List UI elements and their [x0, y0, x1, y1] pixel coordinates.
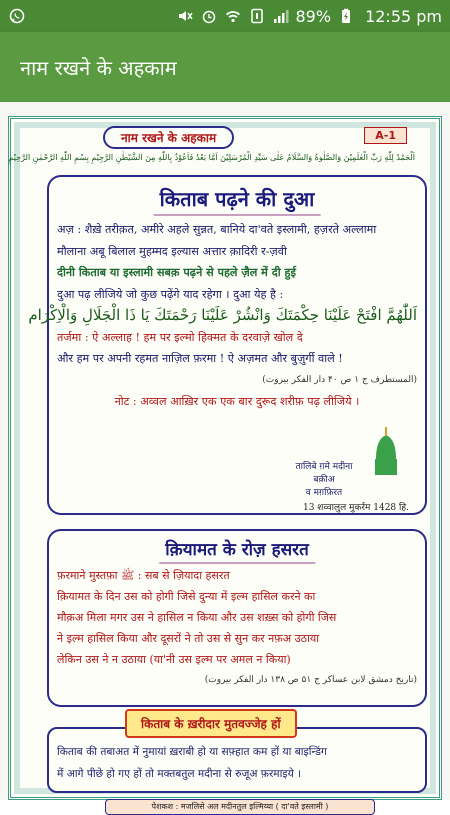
signature-line: व मग़फ़िरत	[305, 488, 343, 498]
dua-line: मौलाना अबू बिलाल मुहम्मद इल्यास अत्तार क़ादिरी र-ज़वी	[57, 244, 287, 258]
signature-date: 13 शव्वालुल मुकर्रम 1428 हि.	[302, 503, 409, 513]
dua-note: नोट : अव्वल आख़िर एक एक बार दुरूद शरीफ़ पढ़ लीजिये ।	[114, 395, 360, 408]
dua-line: दुआ पढ़ लीजिये जो कुछ पढ़ेंगे याद रहेगा । दुआ येह है :	[57, 287, 284, 301]
regret-line: मौक़अ मिला मगर उस ने हासिल न किया और उस शख़्स को होगी जिस	[57, 611, 337, 624]
buyer-line: किताब की तबाअत में नुमायां ख़राबी हो या सफ़्हात कम हों या बाइन्डिंग	[57, 746, 327, 758]
regret-text	[57, 565, 417, 691]
page-header-tag: नाम रखने के अहकाम	[103, 126, 234, 149]
battery-percent: 89%	[295, 6, 332, 26]
dua-text	[28, 219, 417, 413]
arabic-header: اَلْحَمْدُ لِلّٰهِ رَبِّ الْعٰلَمِیْنَ وَالصَّلٰوةُ وَالسَّلَامُ عَلٰی سَیِّدِ الْمُرْسَلِیْنَ اَمَّا بَعْدُ فَاَعُوْذُ بِاللّٰهِ مِنَ الشَّیْطٰنِ الرَّجِیْمِ بِسْمِ اللّٰهِ الرَّحْمٰنِ الرَّحِیْمِ	[8, 153, 415, 162]
dua-box-title: किताब पढ़ने की दुआ	[154, 185, 321, 216]
regret-line: ने इल्म हासिल किया और दूसरों ने तो उस से सुन कर नफ़अ उठाया	[57, 632, 320, 645]
mute-icon	[176, 7, 194, 25]
regret-line: क़ियामत के दिन उस को होगी जिसे दुन्या में इल्म हासिल करने का	[57, 590, 316, 603]
arabic-dua: اَللّٰهُمَّ افْتَحْ عَلَيْنَا حِكْمَتَكَ وَانْشُرْ عَلَيْنَا رَحْمَتَكَ يَا ذَا الْجَلَالِ وَالْاِكْرَام	[28, 306, 417, 324]
dua-reference: (المستطرف ج ۱ ص ۴۰ دار الفکر بیروت)	[262, 374, 417, 385]
buyer-notice-text	[57, 741, 417, 785]
buyer-line: में आगे पीछे हो गए हों तो मक्तबतुल मदीना से रुजूअ फ़रमाइये ।	[57, 768, 302, 780]
status-bar	[0, 0, 450, 32]
book-page	[8, 116, 442, 811]
signature-block	[239, 461, 409, 515]
dua-translation: तर्जमा : ऐ अल्लाह ! हम पर इल्मो हिक्मत के दरवाज़े खोल दे	[57, 330, 303, 344]
dua-line: और हम पर अपनी रहमत नाज़िल फ़रमा ! ऐ अज़मत और बुज़ुर्गी वाले !	[57, 352, 343, 365]
whatsapp-icon	[8, 7, 26, 25]
dua-box	[28, 175, 427, 515]
dua-line: दीनी किताब या इस्लामी सबक़ पढ़ने से पहले ज़ैल में दी हुई	[57, 265, 296, 279]
wifi-icon	[224, 7, 242, 25]
regret-box-title: क़ियामत के रोज़ हसरत	[159, 537, 315, 564]
page-inner	[8, 129, 425, 811]
buyer-notice-label: किताब के ख़रीदार मुतवज्जेह हों	[125, 709, 297, 738]
app-bar	[0, 32, 450, 102]
alarm-icon	[200, 7, 218, 25]
regret-line: लेकिन उस ने न उठाया (या'नी उस इल्म पर अमल न किया)	[57, 653, 291, 666]
page-viewer[interactable]	[0, 102, 450, 811]
signal-icon	[272, 7, 290, 25]
regret-box	[47, 529, 427, 707]
page-code: A-1	[364, 127, 407, 144]
signature-line: बक़ीअ	[313, 475, 335, 485]
page-footer: पेशकश : मजलिसे अल मदीनतुल इल्मिय्या ( दा'वते इस्लामी )	[105, 799, 375, 815]
battery-charging-icon	[337, 7, 355, 25]
regret-line: फ़रमाने मुस्तफ़ा ﷺ : सब से ज़ियादा हसरत	[57, 569, 230, 582]
sim-icon	[248, 7, 266, 25]
dua-line: अज़ : शैख़े तरीक़त, अमीरे अहले सुन्नत, बानिये दा'वते इस्लामी, हज़रते अल्लामा	[57, 223, 377, 236]
signature-line: तालिबे ग़मे मदीना	[295, 462, 353, 472]
regret-reference: (تاریخ دمشق لابن عساکر ج ۵۱ ص ۱۳۸ دار الفکر بیروت)	[204, 675, 417, 685]
clock: 12:55 pm	[365, 6, 442, 26]
app-title: नाम रखने के अहकाम	[20, 55, 177, 80]
